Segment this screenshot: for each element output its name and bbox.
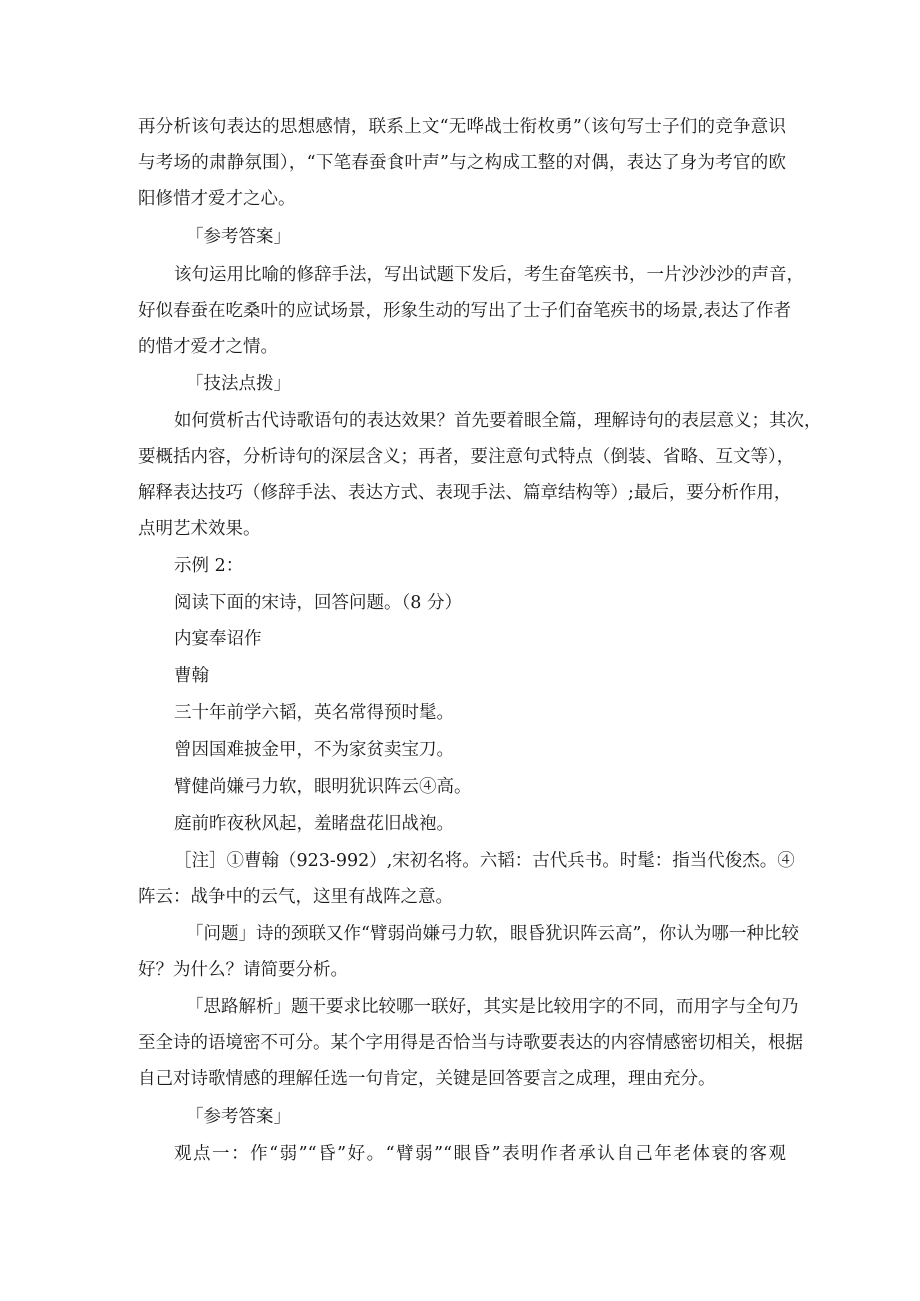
tips-heading: 「技法点拨」 [186,374,291,394]
analysis-line: 「思路解析」题干要求比较哪一联好，其实是比较用字的不同，而用字与全句乃 [186,997,799,1017]
answer-heading: 「参考答案」 [186,1107,291,1127]
question-intro: 阅读下面的宋诗，回答问题。（8 分） [174,593,462,613]
paragraph-line: 与考场的肃静氛围），“下笔春蚕食叶声”与之构成工整的对偶，表达了身为考官的欧 [138,153,786,173]
paragraph-line: 如何赏析古代诗歌语句的表达效果？首先要着眼全篇，理解诗句的表层意义；其次， [174,411,822,431]
paragraph-line: 要概括内容，分析诗句的深层含义；再者，要注意句式特点（倒装、省略、互文等）， [138,447,795,467]
paragraph-line: 该句运用比喻的修辞手法，写出试题下发后，考生奋笔疾书，一片沙沙沙的声音， [174,265,804,285]
paragraph-line: 再分析该句表达的思想感情，联系上文“无哗战士衔枚勇”（该句写士子们的竞争意识 [138,117,786,137]
paragraph-line: 解释表达技巧（修辞手法、表达方式、表现手法、篇章结构等）;最后，要分析作用， [138,483,792,503]
paragraph-line: 点明艺术效果。 [138,519,261,539]
analysis-line: 至全诗的语境密不可分。某个字用得是否恰当与诗歌要表达的内容情感密切相关，根据 [138,1033,803,1053]
poem-line: 三十年前学六韬，英名常得预时髦。 [174,703,454,723]
poem-line: 臂健尚嫌弓力软，眼明犹识阵云④高。 [174,777,472,797]
answer-heading: 「参考答案」 [186,227,291,247]
note-line: 阵云：战争中的云气，这里有战阵之意。 [138,887,453,907]
poem-title: 内宴奉诏作 [174,629,262,649]
analysis-line: 自己对诗歌情感的理解任选一句肯定，关键是回答要言之成理，理由充分。 [138,1069,716,1089]
question-line: 「问题」诗的颈联又作“臂弱尚嫌弓力软，眼昏犹识阵云高”，你认为哪一种比较 [186,924,799,944]
poem-line: 曾因国难披金甲，不为家贫卖宝刀。 [174,740,454,760]
note-line: ［注］①曹翰（923-992）,宋初名将。六韬：古代兵书。时髦：指当代俊杰。④ [174,851,795,871]
paragraph-line: 阳修惜才爱才之心。 [138,189,296,209]
paragraph-line: 好似春蚕在吃桑叶的应试场景，形象生动的写出了士子们奋笔疾书的场景,表达了作者 [138,301,792,321]
paragraph-line: 观点一：作“弱”“昏”好。“臂弱”“眼昏”表明作者承认自己年老体衰的客观 [174,1144,786,1164]
question-line: 好？为什么？请简要分析。 [138,960,348,980]
poem-line: 庭前昨夜秋风起，羞睹盘花旧战袍。 [174,814,454,834]
poem-author: 曹翰 [174,666,209,686]
paragraph-line: 的惜才爱才之情。 [138,337,278,357]
example-label: 示例 2： [174,556,244,576]
